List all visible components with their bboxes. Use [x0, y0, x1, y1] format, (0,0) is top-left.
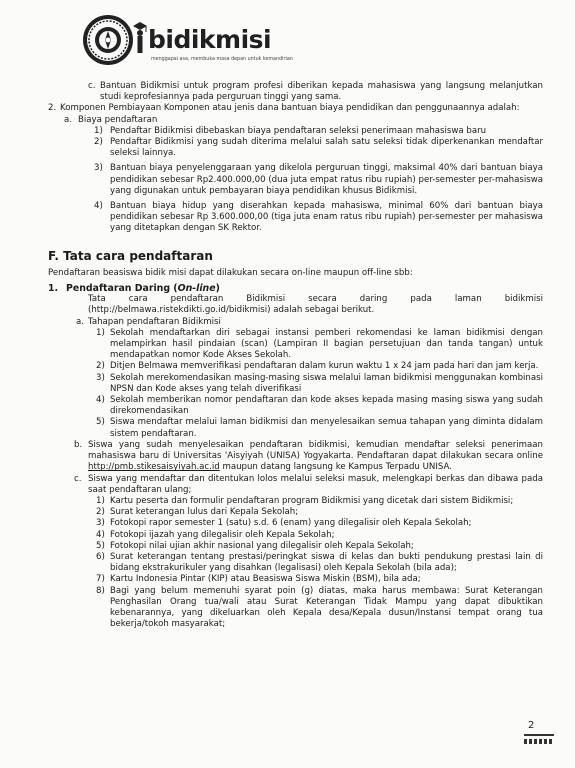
- list-marker: 3): [94, 163, 103, 174]
- list-item-text: Sekolah memberikan nomor pendaftaran dan kode akses kepada masing masing siswa yang sudah direkomendasikan: [110, 395, 543, 417]
- list-marker: b.: [74, 439, 83, 450]
- list-item-text: Bantuan Bidikmisi untuk program profesi diberikan kepada mahasiswa yang langsung melanjutkan studi keprofesiannya pada perguruan tinggi yang sama.: [100, 81, 543, 103]
- list-item-text: Sekolah merekomendasikan masing-masing siswa melalui laman bidikmisi menggunakan kombinasi NPSN dan Kode akses yang telah diverifikasi: [110, 372, 543, 394]
- list-item-text: Ditjen Belmawa memverifikasi pendaftaran dalam kurun waktu 1 x 24 jam pada hari dan jam kerja.: [110, 361, 539, 372]
- page-number: 2: [528, 720, 535, 731]
- list-marker: 5): [96, 540, 105, 551]
- list-item: [48, 126, 543, 137]
- list-item-text: Fotokopi ijazah yang dilegalisir oleh Kepala Sekolah;: [110, 529, 335, 540]
- list-item: [48, 201, 543, 235]
- list-marker: 1): [94, 125, 103, 136]
- list-item-text: Komponen Pembiayaan Komponen atau jenis dana bantuan biaya pendidikan dan penggunaannya adalah:: [60, 103, 520, 114]
- list-item-text: Siswa yang sudah menyelesaikan pendaftaran bidikmisi, kemudian mendaftar seleksi penerimaan mahasiswa baru di Universitas 'Aisyiyah (UNISA) Yogyakarta. Pendaftaran dapat dilakukan secara online: [88, 439, 543, 462]
- list-item-text: Fotokopi rapor semester 1 (satu) s.d. 6 (enam) yang dilegalisir oleh Kepala Sekolah;: [110, 518, 472, 529]
- list-marker: c.: [88, 81, 96, 91]
- list-item: [48, 574, 543, 585]
- list-marker: c.: [74, 473, 82, 484]
- list-item-text: Siswa mendaftar melalui laman bidikmisi dan menyelesaikan semua tahapan yang diminta didalam sistem pendaftaran.: [110, 417, 543, 439]
- list-marker: 4): [96, 395, 105, 406]
- list-marker: 1): [96, 495, 105, 506]
- paragraph: Tata cara pendaftaran Bidikmisi secara daring pada laman bidikmisi (http://belmawa.ristekdikti.go.id/bidikmisi) adalah sebagai berikut.: [88, 294, 543, 316]
- list-item: [48, 115, 543, 126]
- list-item-text: Bantuan biaya penyelenggaraan yang dikelola perguruan tinggi, maksimal 40% dari bantuan biaya pendidikan sebesar Rp2.400.000,00 (dua juta empat ratus ribu rupiah) per-semester per-mahasiswa yang digunakan untuk pembayaran biaya pendidikan khusus Bidikmisi.: [110, 163, 543, 196]
- list-item: [48, 552, 543, 574]
- list-item-text: Biaya pendaftaran: [78, 114, 158, 125]
- heading-close: ): [215, 283, 220, 295]
- list-marker: 4): [96, 529, 105, 540]
- pmb-link[interactable]: http://pmb.stikesaisyiyah.ac.id: [88, 462, 220, 473]
- list-item: [48, 507, 543, 518]
- list-item-text: Kartu Indonesia Pintar (KIP) atau Beasiswa Siswa Miskin (BSM), bila ada;: [110, 574, 421, 585]
- list-marker: 7): [96, 574, 105, 585]
- footer-divider: [524, 734, 554, 736]
- list-item: [48, 81, 543, 103]
- brand-logo-text: bidikmisi: [148, 25, 272, 54]
- list-item: [48, 496, 543, 507]
- list-marker: 2): [96, 361, 105, 372]
- list-item-text: Siswa yang mendaftar dan ditentukan lolos melalui seleksi masuk, melengkapi berkas dan dibawa pada saat pendaftaran ulang;: [88, 473, 543, 495]
- list-item-text: Sekolah mendaftarkan diri sebagai instansi pemberi rekomendasi ke laman bidikmisi dengan melampirkan hasil pindaian (scan) (Lampiran II bagian persetujuan dan tanda tangan) untuk mendapatkan nomor Kode Akses Sekolah.: [110, 327, 543, 361]
- list-item-text: Pendaftar Bidikmisi dibebaskan biaya pendaftaran seleksi penerimaan mahasiswa baru: [110, 125, 487, 136]
- list-marker: 6): [96, 551, 105, 562]
- list-marker: 4): [94, 201, 103, 212]
- graduate-figure-icon: [132, 20, 148, 54]
- list-item: [48, 518, 543, 529]
- list-item: [48, 541, 543, 552]
- list-marker: 3): [96, 372, 105, 383]
- subsection-heading: [48, 283, 543, 294]
- list-item-text: Bantuan biaya hidup yang diserahkan kepada mahasiswa, minimal 60% dari bantuan biaya pendidikan sebesar Rp 3.600.000,00 (tiga juta enam ratus ribu rupiah) per-semester per mahasiswa yang ditetapkan dengan SK Rektor.: [110, 201, 543, 234]
- list-marker: 2): [94, 137, 103, 148]
- brand-tagline: menggapai asa, membuka masa depan untuk kemandirian: [151, 57, 293, 62]
- list-item: [48, 317, 543, 328]
- list-marker: 2): [96, 507, 105, 518]
- list-marker: 3): [96, 518, 105, 529]
- list-item-text: Bagi yang belum memenuhi syarat poin (g) diatas, maka harus membawa: Surat Keterangan Penghasilan Orang tua/wali atau Surat Keterangan Tidak Mampu yang dapat dibuktikan kebenarannya, yang dikeluarkan oleh Kepala desa/Kepala dusun/Instansi tempat orang tua bekerja/tokoh masyarakat;: [110, 585, 543, 630]
- list-item: [48, 163, 543, 197]
- list-marker: 1.: [48, 283, 59, 295]
- list-marker: 8): [96, 585, 105, 596]
- page-header: [82, 14, 302, 66]
- list-item: [48, 361, 543, 372]
- list-item: [48, 530, 543, 541]
- heading-emphasis: On-line: [177, 283, 216, 295]
- list-marker: 5): [96, 417, 105, 428]
- list-item-text: Fotokopi nilai ujian akhir nasional yang dilegalisir oleh Kepala Sekolah;: [110, 540, 414, 551]
- list-item-text: Tahapan pendaftaran Bidikmisi: [88, 316, 221, 327]
- footer-decoration: [524, 739, 554, 744]
- list-item: [48, 417, 543, 439]
- list-item-text: Pendaftar Bidikmisi yang sudah diterima melalui salah satu seleksi tidak diperkenankan mendaftar seleksi lainnya.: [110, 137, 543, 159]
- list-marker: 1): [96, 327, 105, 338]
- document-body: [48, 81, 543, 630]
- list-marker: a.: [76, 316, 84, 327]
- list-item: [48, 328, 543, 362]
- section-heading: F. Tata cara pendaftaran: [48, 248, 213, 263]
- list-item: [48, 395, 543, 417]
- list-marker: 2.: [48, 103, 57, 114]
- list-item: [48, 137, 543, 159]
- section-intro: Pendaftaran beasiswa bidik misi dapat dilakukan secara on-line maupun off-line sbb:: [48, 267, 413, 278]
- university-seal-icon: [82, 14, 134, 66]
- list-item-tail: maupun datang langsung ke Kampus Terpadu UNISA.: [219, 462, 452, 473]
- list-item: [48, 373, 543, 395]
- list-marker: a.: [64, 114, 72, 125]
- list-item: [48, 586, 543, 631]
- heading-text: Pendaftaran Daring (: [66, 283, 178, 295]
- list-item-text: Kartu peserta dan formulir pendaftaran program Bidikmisi yang dicetak dari sistem Bidikmisi;: [110, 495, 514, 506]
- list-item-text: Surat keterangan lulus dari Kepala Sekolah;: [110, 507, 299, 518]
- list-item: [48, 474, 543, 496]
- list-item: [48, 103, 543, 114]
- list-item: [48, 440, 543, 474]
- list-item-text: Surat keterangan tentang prestasi/peringkat siswa di kelas dan bukti pendukung prestasi lain di bidang ekstrakurikuler yang disahkan (legalisasi) oleh Kepala Sekolah (bila ada);: [110, 551, 543, 574]
